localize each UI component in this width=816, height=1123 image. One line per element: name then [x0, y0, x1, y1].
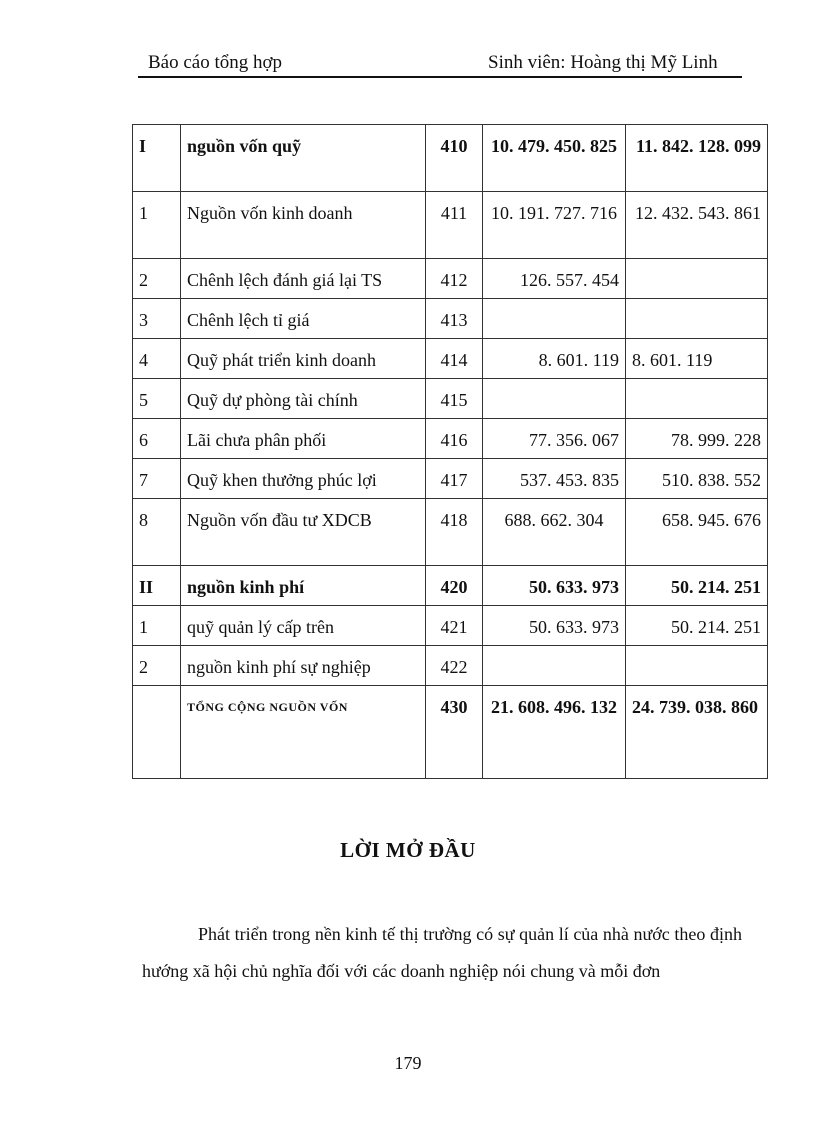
- row-value-begin: 50. 633. 973: [483, 606, 626, 646]
- row-name: TỔNG CỘNG NGUỒN VỐN: [181, 686, 426, 779]
- row-index: 2: [133, 259, 181, 299]
- table-row: [133, 379, 768, 419]
- row-index: [133, 686, 181, 779]
- capital-sources-table: [132, 124, 768, 779]
- row-index: 7: [133, 459, 181, 499]
- row-name: Nguồn vốn kinh doanh: [181, 192, 426, 259]
- row-code: 416: [426, 419, 483, 459]
- row-code: 421: [426, 606, 483, 646]
- row-code: 410: [426, 125, 483, 192]
- row-code: 413: [426, 299, 483, 339]
- row-code: 430: [426, 686, 483, 779]
- row-value-end: [626, 259, 768, 299]
- row-value-end: 50. 214. 251: [626, 566, 768, 606]
- row-value-end: 510. 838. 552: [626, 459, 768, 499]
- row-index: 3: [133, 299, 181, 339]
- row-value-begin: [483, 646, 626, 686]
- table-row: [133, 339, 768, 379]
- table-row: [133, 646, 768, 686]
- row-value-end: [626, 379, 768, 419]
- row-index: 8: [133, 499, 181, 566]
- intro-paragraph: Phát triển trong nền kinh tế thị trường có sự quản lí của nhà nước theo định hướng xã hội chủ nghĩa đối với các doanh nghiệp nói chung và mỗi đơn: [142, 924, 742, 981]
- header-rule: [138, 76, 742, 78]
- row-name: nguồn vốn quỹ: [181, 125, 426, 192]
- row-name: quỹ quản lý cấp trên: [181, 606, 426, 646]
- row-value-begin: 10. 191. 727. 716: [483, 192, 626, 259]
- table-row: [133, 499, 768, 566]
- row-value-begin: 8. 601. 119: [483, 339, 626, 379]
- row-value-end: 12. 432. 543. 861: [626, 192, 768, 259]
- table-row: [133, 259, 768, 299]
- row-index: 5: [133, 379, 181, 419]
- row-index: 1: [133, 606, 181, 646]
- row-value-begin: [483, 379, 626, 419]
- row-index: II: [133, 566, 181, 606]
- row-value-begin: 21. 608. 496. 132: [483, 686, 626, 779]
- row-value-begin: 10. 479. 450. 825: [483, 125, 626, 192]
- table-row-total: [133, 686, 768, 779]
- row-index: 6: [133, 419, 181, 459]
- row-code: 422: [426, 646, 483, 686]
- table-row: [133, 419, 768, 459]
- row-name: Chênh lệch đánh giá lại TS: [181, 259, 426, 299]
- row-index: 2: [133, 646, 181, 686]
- row-value-end: [626, 299, 768, 339]
- row-name: nguồn kinh phí: [181, 566, 426, 606]
- row-code: 412: [426, 259, 483, 299]
- table-row: [133, 299, 768, 339]
- table-row: [133, 125, 768, 192]
- row-value-end: 78. 999. 228: [626, 419, 768, 459]
- row-value-begin: 126. 557. 454: [483, 259, 626, 299]
- row-index: 1: [133, 192, 181, 259]
- row-code: 415: [426, 379, 483, 419]
- row-name: Lãi chưa phân phối: [181, 419, 426, 459]
- row-value-begin: 50. 633. 973: [483, 566, 626, 606]
- page-number: 179: [394, 1053, 422, 1073]
- header-report-title: Báo cáo tổng hợp: [148, 52, 283, 73]
- row-index: 4: [133, 339, 181, 379]
- row-value-begin: 537. 453. 835: [483, 459, 626, 499]
- row-name: Quỹ phát triển kinh doanh: [181, 339, 426, 379]
- row-code: 420: [426, 566, 483, 606]
- row-name: Quỹ dự phòng tài chính: [181, 379, 426, 419]
- table-row: [133, 606, 768, 646]
- row-value-end: 658. 945. 676: [626, 499, 768, 566]
- row-value-begin: [483, 299, 626, 339]
- row-code: 411: [426, 192, 483, 259]
- row-value-end: 11. 842. 128. 099: [626, 125, 768, 192]
- row-value-end: 8. 601. 119: [626, 339, 768, 379]
- row-name: Nguồn vốn đầu tư XDCB: [181, 499, 426, 566]
- table-row: [133, 192, 768, 259]
- row-code: 414: [426, 339, 483, 379]
- row-name: nguồn kinh phí sự nghiệp: [181, 646, 426, 686]
- row-name: Chênh lệch tỉ giá: [181, 299, 426, 339]
- row-value-begin: 688. 662. 304: [483, 499, 626, 566]
- row-value-end: [626, 646, 768, 686]
- row-code: 417: [426, 459, 483, 499]
- row-name: Quỹ khen thưởng phúc lợi: [181, 459, 426, 499]
- header-student-name: Sinh viên: Hoàng thị Mỹ Linh: [488, 52, 718, 73]
- section-heading: LỜI MỞ ĐẦU: [340, 838, 476, 862]
- row-index: I: [133, 125, 181, 192]
- row-value-end: 24. 739. 038. 860: [626, 686, 768, 779]
- row-code: 418: [426, 499, 483, 566]
- table-row: [133, 566, 768, 606]
- row-value-end: 50. 214. 251: [626, 606, 768, 646]
- row-value-begin: 77. 356. 067: [483, 419, 626, 459]
- table-row: [133, 459, 768, 499]
